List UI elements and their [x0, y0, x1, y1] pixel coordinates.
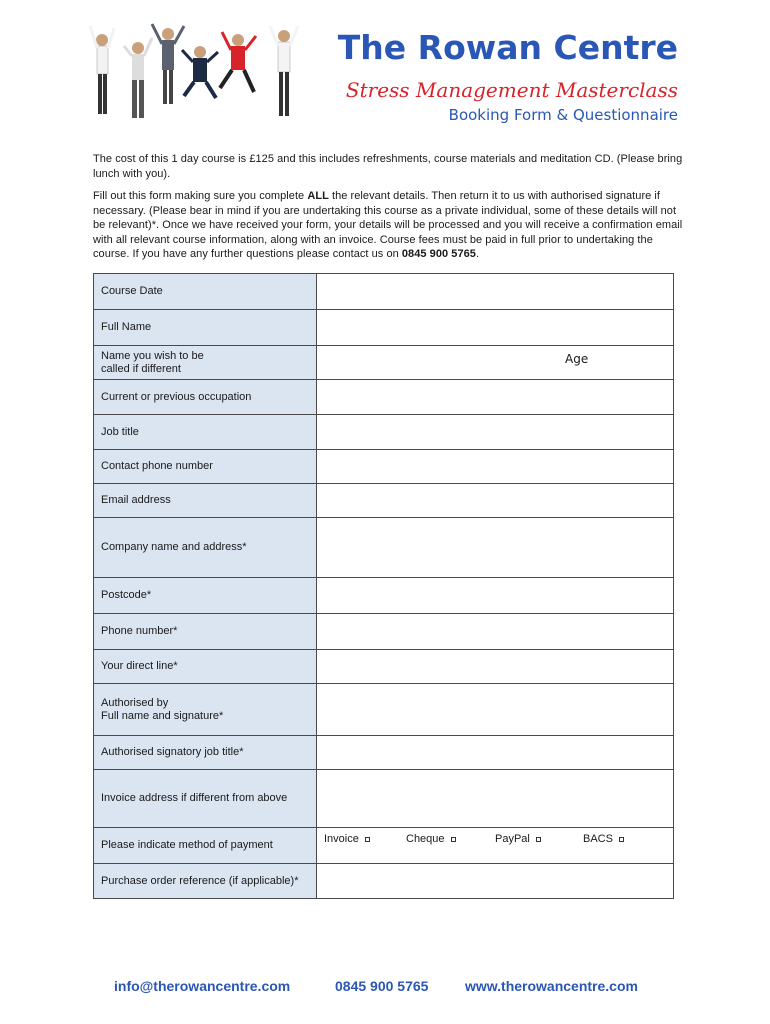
- booking-form: [93, 273, 674, 899]
- payment-option-bacs[interactable]: [583, 833, 624, 845]
- intro-part-b: the relevant details. Then return it to us with authorised signature if necessary. (Please bear in mind if you are undertaking this course as a private individual, some of these details will not be relevant)*. Once we have received your form, your details will be processed and you will receive a confirmation email with all relevant course information, along with an invoice. Course fees must be paid in full prior to undertaking the course. If you have any further questions please contact us on: [93, 190, 683, 260]
- intro-end: .: [475, 248, 480, 260]
- authorised-by-field[interactable]: [317, 684, 674, 736]
- label-phone: Phone number*: [94, 614, 317, 650]
- auth-job-title-field[interactable]: [317, 736, 674, 770]
- label-authorised-by: [94, 684, 317, 736]
- direct-line-field[interactable]: [317, 650, 674, 684]
- payment-option-cheque[interactable]: [406, 833, 456, 845]
- label-direct-line: Your direct line*: [94, 650, 317, 684]
- intro-instructions: [93, 189, 683, 262]
- jumping-people-photo: [88, 18, 310, 130]
- payment-cheque-label: Cheque: [406, 833, 445, 845]
- label-payment: Please indicate method of payment: [94, 828, 317, 864]
- payment-option-invoice[interactable]: [324, 833, 370, 845]
- footer-website-link[interactable]: www.therowancentre.com: [465, 978, 638, 994]
- company-field[interactable]: [317, 518, 674, 578]
- label-full-name: Full Name: [94, 310, 317, 346]
- payment-invoice-label: Invoice: [324, 833, 359, 845]
- label-called-name-line2: called if different: [101, 362, 181, 375]
- checkbox-icon[interactable]: [536, 837, 541, 842]
- label-job-title: Job title: [94, 415, 317, 450]
- course-subtitle: Stress Management Masterclass: [345, 78, 678, 102]
- label-invoice-address: Invoice address if different from above: [94, 770, 317, 828]
- payment-bacs-label: BACS: [583, 833, 613, 845]
- label-auth-line2: Full name and signature*: [101, 709, 224, 722]
- intro-text: [93, 152, 683, 270]
- footer-email-link[interactable]: info@therowancentre.com: [114, 978, 291, 994]
- age-label: Age: [565, 352, 589, 366]
- label-postcode: Postcode*: [94, 578, 317, 614]
- intro-phone: 0845 900 5765: [401, 248, 476, 260]
- checkbox-icon[interactable]: [619, 837, 624, 842]
- footer-phone: 0845 900 5765: [335, 978, 429, 994]
- label-called-name: [94, 346, 317, 380]
- checkbox-icon[interactable]: [451, 837, 456, 842]
- email-field[interactable]: [317, 484, 674, 518]
- label-occupation: Current or previous occupation: [94, 380, 317, 415]
- footer: [0, 978, 770, 998]
- job-title-field[interactable]: [317, 415, 674, 450]
- page-title: The Rowan Centre: [337, 28, 678, 67]
- form-title: Booking Form & Questionnaire: [448, 106, 678, 124]
- label-email: Email address: [94, 484, 317, 518]
- invoice-address-field[interactable]: [317, 770, 674, 828]
- payment-method-field: [317, 828, 674, 864]
- label-company: Company name and address*: [94, 518, 317, 578]
- intro-part-a: Fill out this form making sure you complete: [93, 190, 308, 202]
- label-contact-phone: Contact phone number: [94, 450, 317, 484]
- called-name-field[interactable]: [317, 346, 674, 380]
- label-auth-line1: Authorised by: [101, 696, 169, 709]
- po-ref-field[interactable]: [317, 864, 674, 899]
- phone-field[interactable]: [317, 614, 674, 650]
- checkbox-icon[interactable]: [365, 837, 370, 842]
- occupation-field[interactable]: [317, 380, 674, 415]
- label-po-ref: Purchase order reference (if applicable)*: [94, 864, 317, 899]
- full-name-field[interactable]: [317, 310, 674, 346]
- label-course-date: Course Date: [94, 274, 317, 310]
- course-date-field[interactable]: [317, 274, 674, 310]
- contact-phone-field[interactable]: [317, 450, 674, 484]
- postcode-field[interactable]: [317, 578, 674, 614]
- intro-bold-all: ALL: [307, 190, 329, 202]
- label-called-name-line1: Name you wish to be: [101, 349, 204, 362]
- intro-cost: The cost of this 1 day course is £125 and this includes refreshments, course materials and meditation CD. (Please bring lunch with you).: [93, 153, 683, 180]
- payment-paypal-label: PayPal: [495, 833, 530, 845]
- label-auth-job-title: Authorised signatory job title*: [94, 736, 317, 770]
- payment-option-paypal[interactable]: [495, 833, 541, 845]
